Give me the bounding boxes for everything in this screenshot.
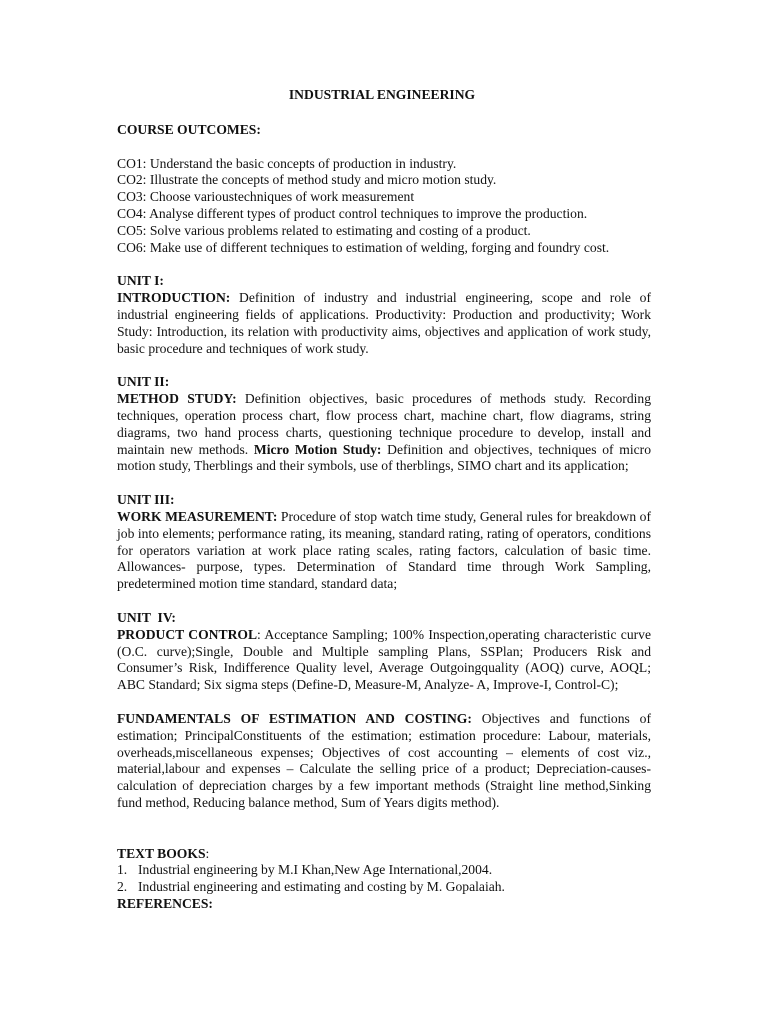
text-book-item (117, 879, 651, 896)
references-heading: REFERENCES: (117, 896, 213, 912)
course-outcomes-list (117, 156, 651, 257)
document-title: INDUSTRIAL ENGINEERING (288, 87, 476, 102)
unit-2-lead: METHOD STUDY: (117, 391, 237, 407)
syllabus-page (117, 87, 651, 913)
unit-3-text: Procedure of stop watch time study, General rules for breakdown of job into elements; performance rating, its meaning, standard rating, rating of operators, conditions for operators variation at work place rating scales, rating factors, calculation of basic time. Allowances- purpose, types. Determination of Standard time through Work Sampling, predetermined motion time standard, standard data; (117, 508, 651, 592)
course-outcome-item: CO6: Make use of different techniques to estimation of welding, forging and foundry cost. (117, 239, 610, 255)
unit-1-lead: INTRODUCTION: (117, 290, 231, 306)
unit-2-text-2: Definition and objectives, techniques of micro motion study, Therblings and their symbols, use of therblings, SIMO chart and its application; (117, 441, 651, 474)
text-books-heading (117, 846, 651, 863)
course-outcome-item: CO2: Illustrate the concepts of method study and micro motion study. (117, 172, 497, 188)
unit-4-lead: PRODUCT CONTROL (117, 626, 258, 642)
fundamentals-lead: FUNDAMENTALS OF ESTIMATION AND COSTING: (117, 710, 472, 726)
fundamentals-body (117, 711, 651, 812)
unit-2-heading: UNIT II: (117, 374, 170, 390)
text-book-number: 2. (117, 879, 128, 895)
unit-4-text: : Acceptance Sampling; 100% Inspection,operating characteristic curve (O.C. curve);Single, Double and Multiple sampling Plans, SSPlan; Producers Risk and Consumer’s Risk, Indifference Quality level, Average Outgoingquality (AOQ) curve, AOQL; ABC Standard; Six sigma steps (Define-D, Measure-M, Analyze- A, Improve-I, Control-C); (117, 626, 651, 693)
text-books-heading-colon: : (205, 845, 210, 861)
unit-1-heading: UNIT I: (117, 273, 164, 289)
fundamentals-text: Objectives and functions of estimation; PrincipalConstituents of the estimation; estimation procedure: Labour, materials, overheads,miscellaneous expenses; Objectives of cost accounting – elements of cost viz., material,labour and expenses – Calculate the selling price of a product; Depreciation-causes-calculation of depreciation charges by a few important methods (Straight line method,Sinking fund method, Reducing balance method, Sum of Years digits method). (117, 710, 651, 810)
unit-2-lead-2: Micro Motion Study: (253, 441, 382, 457)
unit-1-body (117, 290, 651, 357)
text-book-item (117, 862, 651, 879)
text-book-title: Industrial engineering and estimating and costing by M. Gopalaiah. (138, 879, 505, 895)
unit-2-text-1: Definition objectives, basic procedures of methods study. Recording techniques, operation process chart, flow process chart, machine chart, flow diagrams, string diagrams, two hand process charts, questioning technique procedure to develop, install and maintain new methods. (117, 391, 651, 457)
unit-2-body (117, 391, 651, 475)
unit-3-body (117, 509, 651, 593)
course-outcomes-heading: COURSE OUTCOMES: (117, 121, 261, 137)
course-outcome-item: CO4: Analyse different types of product control techniques to improve the production. (117, 205, 588, 221)
course-outcome-item: CO1: Understand the basic concepts of production in industry. (117, 155, 457, 171)
unit-3-lead: WORK MEASUREMENT: (117, 508, 278, 524)
unit-4-body (117, 627, 651, 694)
text-book-title: Industrial engineering by M.I Khan,New Age International,2004. (138, 862, 493, 878)
text-books-heading-label: TEXT BOOKS (117, 845, 206, 861)
text-book-number: 1. (117, 862, 128, 878)
unit-3-heading: UNIT III: (117, 492, 175, 508)
unit-4-heading: UNIT IV: (117, 609, 176, 625)
course-outcome-item: CO5: Solve various problems related to estimating and costing of a product. (117, 222, 531, 238)
course-outcome-item: CO3: Choose varioustechniques of work measurement (117, 189, 415, 205)
unit-1-text: Definition of industry and industrial engineering, scope and role of industrial engineering fields of applications. Productivity: Production and productivity; Work Study: Introduction, its relation with productivity aims, objectives and application of work study, basic procedure and techniques of work study. (117, 290, 651, 356)
